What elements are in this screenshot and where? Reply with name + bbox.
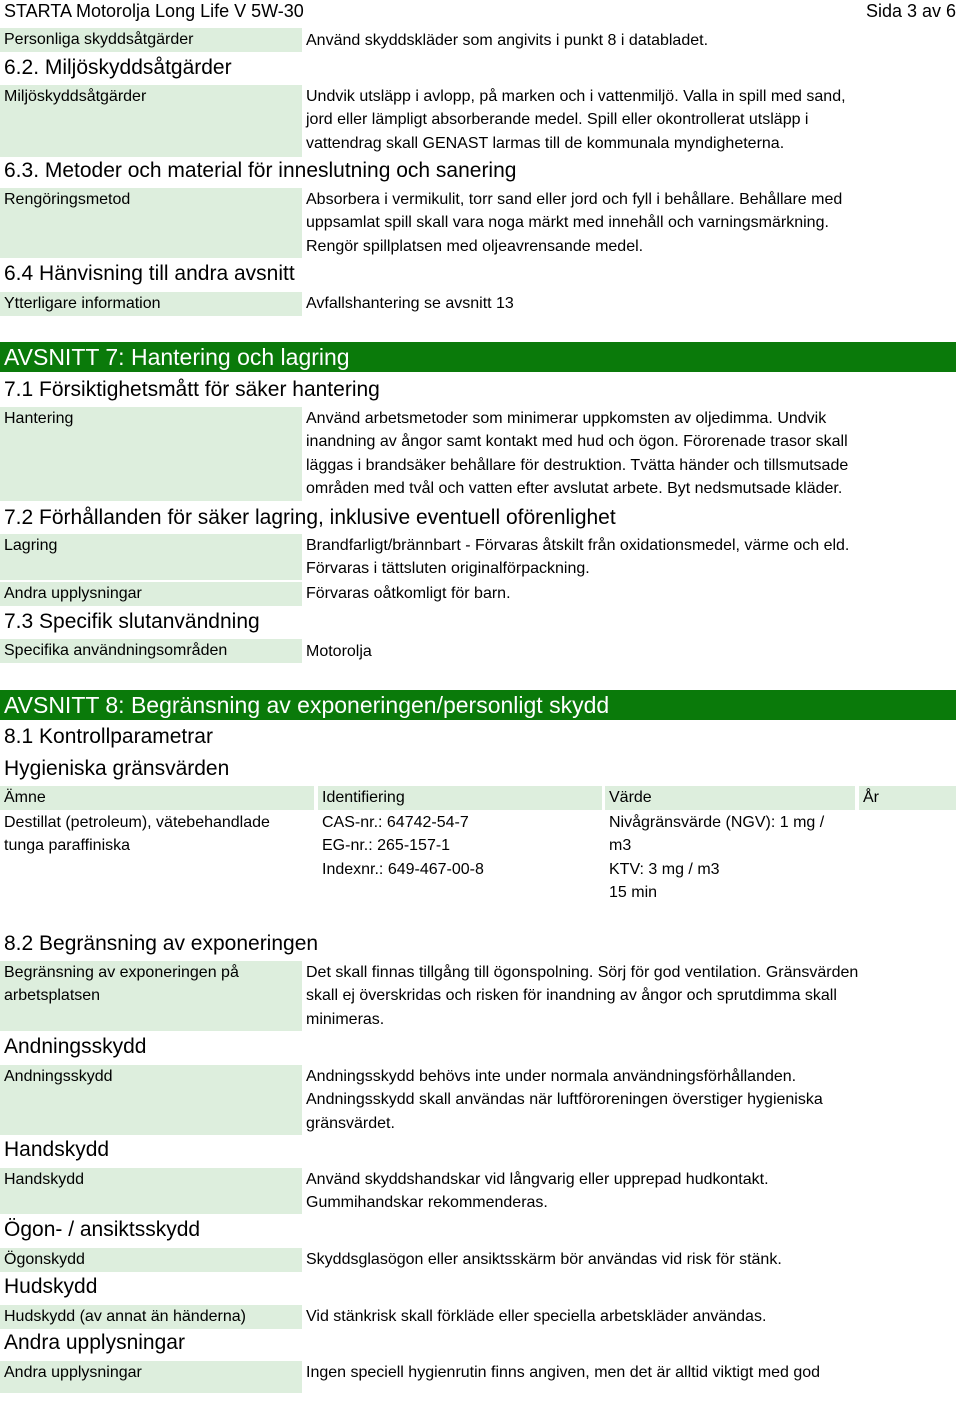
cleaning-label: Rengöringsmetod [0, 188, 302, 258]
other-value: Ingen speciell hygienrutin finns angiven, men det är alltid viktigt med god [306, 1364, 821, 1381]
heading-7-2: 7.2 Förhållanden för säker lagring, inklusive eventuell oförenlighet [4, 506, 616, 529]
heading-other: Andra upplysningar [4, 1331, 185, 1354]
storage-label: Lagring [0, 534, 302, 580]
workplace-value: Det skall finnas tillgång till ögonspolning. Sörj för god ventilation. Gränsvärden skall ej överskridas och risken för inandning av ångor och sprutdimma skall minimeras. [306, 964, 859, 1028]
section-8-bar: AVSNITT 8: Begränsning av exponeringen/personligt skydd [0, 690, 956, 720]
respiratory-label: Andningsskydd [0, 1065, 302, 1135]
respiratory-value: Andningsskydd behövs inte under normala användningsförhållanden. Andningsskydd skall användas när luftföroreningen överstiger hygieniska gränsvärdet. [306, 1068, 823, 1132]
table-header-identification: Identifiering [318, 786, 602, 810]
skin-value: Vid stänkrisk skall förkläde eller speciella arbetskläder användas. [306, 1308, 767, 1325]
cleaning-value: Absorbera i vermikulit, torr sand eller jord och fyll i behållare. Behållare med uppsamlat spill skall vara noga märkt med innehåll och varningsmärkning. Rengör spillplatsen med oljeavrensande medel. [306, 191, 843, 255]
skin-label: Hudskydd (av annat än händerna) [0, 1305, 302, 1329]
heading-8-1: 8.1 Kontrollparametrar [4, 725, 213, 748]
env-value: Undvik utsläpp i avlopp, på marken och i vattenmiljö. Valla in spill med sand, jord eller lämpligt absorberande medel. Spill eller okontrollerat utsläpp i vattendrag skall GENAST larmas till de kommunala myndigheterna. [306, 88, 846, 152]
additional-info-label: Ytterligare information [0, 292, 302, 316]
heading-eye: Ögon- / ansiktsskydd [4, 1218, 201, 1241]
heading-hand: Handskydd [4, 1138, 110, 1161]
heading-6-2: 6.2. Miljöskyddsåtgärder [4, 56, 232, 79]
document-header [0, 0, 960, 26]
heading-respiratory: Andningsskydd [4, 1035, 147, 1058]
hand-label: Handskydd [0, 1168, 302, 1214]
heading-skin: Hudskydd [4, 1275, 98, 1298]
heading-7-3: 7.3 Specifik slutanvändning [4, 610, 260, 633]
table-cell-substance: Destillat (petroleum), vätebehandlade tunga paraffiniska [4, 814, 270, 855]
other-info-label: Andra upplysningar [0, 582, 302, 606]
heading-8-2: 8.2 Begränsning av exponeringen [4, 932, 319, 955]
heading-hygiene-limits: Hygieniska gränsvärden [4, 757, 230, 780]
table-cell-value: Nivågränsvärde (NGV): 1 mg / m3 KTV: 3 mg / m3 15 min [609, 814, 825, 902]
other-label: Andra upplysningar [0, 1361, 302, 1393]
hand-value: Använd skyddshandskar vid långvarig eller upprepad hudkontakt. Gummihandskar rekommenderas. [306, 1171, 769, 1212]
eye-value: Skyddsglasögon eller ansiktsskärm bör användas vid risk för stänk. [306, 1251, 782, 1268]
heading-6-3: 6.3. Metoder och material för inneslutning och sanering [4, 159, 517, 182]
page-number: Sida 3 av 6 [865, 1, 956, 21]
heading-7-1: 7.1 Försiktighetsmått för säker hantering [4, 378, 380, 401]
use-label: Specifika användningsområden [0, 639, 302, 663]
additional-info-value: Avfallshantering se avsnitt 13 [306, 295, 514, 312]
eye-label: Ögonskydd [0, 1248, 302, 1272]
section-7-bar: AVSNITT 7: Hantering och lagring [0, 342, 956, 372]
ppe-value: Använd skyddskläder som angivits i punkt 8 i databladet. [306, 32, 709, 49]
table-header-year: År [859, 786, 956, 810]
handling-value: Använd arbetsmetoder som minimerar uppkomsten av oljedimma. Undvik inandning av ångor samt kontakt med hud och ögon. Förorenade trasor skall läggas i brandsäker behållare för destruktion. Tvätta händer och tillsmutsade områden med tvål och vatten efter avslutat arbete. Byt nedsmutsade kläder. [306, 410, 849, 498]
table-header-value: Värde [605, 786, 855, 810]
heading-6-4: 6.4 Hänvisning till andra avsnitt [4, 262, 295, 285]
table-header-substance: Ämne [0, 786, 314, 810]
env-label: Miljöskyddsåtgärder [0, 85, 302, 157]
handling-label: Hantering [0, 407, 302, 501]
table-cell-identification: CAS-nr.: 64742-54-7 EG-nr.: 265-157-1 Indexnr.: 649-467-00-8 [322, 814, 484, 878]
workplace-label: Begränsning av exponeringen på arbetsplatsen [0, 961, 302, 1031]
ppe-label: Personliga skyddsåtgärder [0, 28, 302, 52]
storage-value: Brandfarligt/brännbart - Förvaras åtskilt från oxidationsmedel, värme och eld. Förvaras i tättsluten originalförpackning. [306, 537, 850, 578]
other-info-value: Förvaras oåtkomligt för barn. [306, 585, 511, 602]
document-title: STARTA Motorolja Long Life V 5W-30 [4, 1, 304, 21]
use-value: Motorolja [306, 643, 372, 660]
